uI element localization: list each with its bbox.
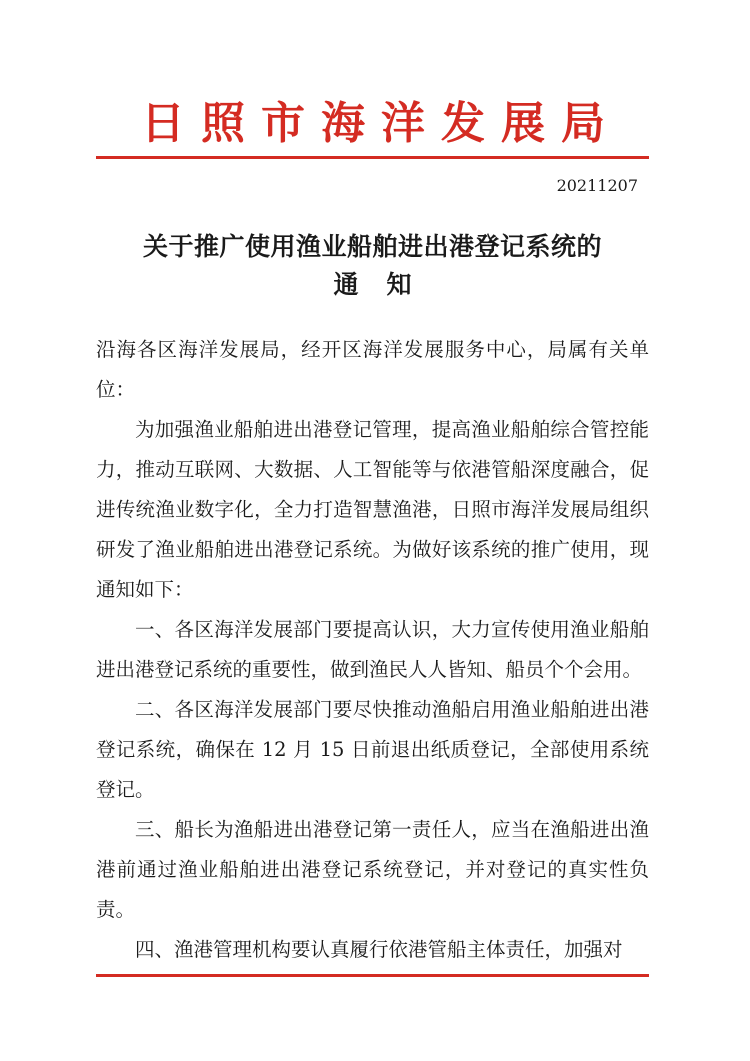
document-body [96,330,649,970]
footer-rule [96,974,649,977]
document-title [96,228,649,304]
document-title-line-1: 关于推广使用渔业船舶进出港登记系统的 [142,232,602,261]
document-title-line-2: 通知 [333,270,440,299]
body-paragraph-intro: 为加强渔业船舶进出港登记管理，提高渔业船舶综合管控能力，推动互联网、大数据、人工智能等与依港管船深度融合，促进传统渔业数字化，全力打造智慧渔港，日照市海洋发展局组织研发了渔业船舶进出港登记系统。为做好该系统的推广使用，现通知如下： [96,418,649,601]
body-paragraph-item-4: 四、渔港管理机构要认真履行依港管船主体责任，加强对 [135,938,623,961]
body-paragraph-item-3: 三、船长为渔船进出港登记第一责任人，应当在渔船进出渔港前通过渔业船舶进出港登记系统登记，并对登记的真实性负责。 [96,818,649,921]
letterhead-title: 日照市海洋发展局 [141,98,621,149]
letterhead-top-rule [96,156,649,159]
salutation: 沿海各区海洋发展局，经开区海洋发展服务中心，局属有关单位： [96,338,649,401]
body-paragraph-item-2: 二、各区海洋发展部门要尽快推动渔船启用渔业船舶进出港登记系统，确保在 12 月 15 日前退出纸质登记，全部使用系统登记。 [96,698,649,801]
document-number: 20211207 [556,176,638,195]
body-paragraph-item-1: 一、各区海洋发展部门要提高认识，大力宣传使用渔业船舶进出港登记系统的重要性，做到渔民人人皆知、船员个个会用。 [96,618,649,681]
